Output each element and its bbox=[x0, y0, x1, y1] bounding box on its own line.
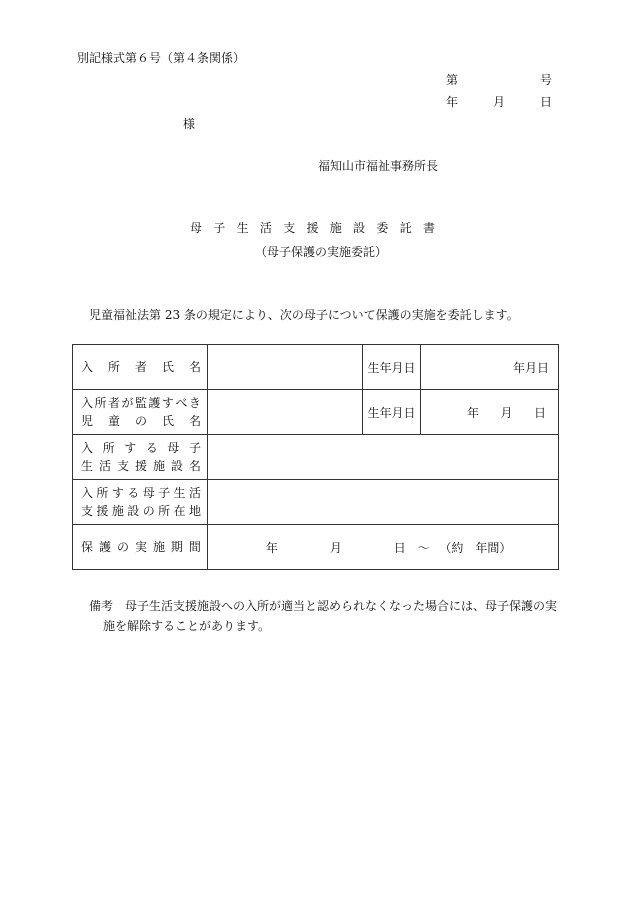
label-facility-address: 入 所 す る 母 子 生 活 支 援 施 設 の 所 在 地 bbox=[73, 480, 208, 525]
resident-dob-field: 年 月 日 bbox=[421, 345, 559, 390]
label-child-name: 入 所 者 が 監 護 す べ き 児 童 の 氏 名 bbox=[73, 390, 208, 435]
document-number bbox=[446, 71, 552, 88]
form-number: 別記様式第６号（第４条関係） bbox=[77, 51, 246, 65]
addressee-suffix: 様 bbox=[183, 117, 196, 131]
date-day: 日 bbox=[539, 95, 552, 109]
document-subtitle: （母子保護の実施委託） bbox=[255, 245, 388, 259]
table-row bbox=[73, 525, 559, 570]
remarks-line-1: 備考 母子生活支援施設への入所が適当と認められなくなった場合には、母子保護の実 bbox=[89, 599, 558, 613]
facility-address-field bbox=[208, 480, 559, 525]
issuer-name: 福知山市福祉事務所長 bbox=[318, 159, 439, 173]
dob-label: 生年月日 bbox=[363, 345, 421, 390]
dob-label: 生年月日 bbox=[363, 390, 421, 435]
child-dob-field: 年 月 日 bbox=[421, 390, 559, 435]
label-resident-name: 入 所 者 氏 名 bbox=[73, 345, 208, 390]
document-title: 母子生活支援施設委託書 bbox=[190, 221, 447, 235]
doc-number-prefix: 第 bbox=[446, 73, 459, 87]
remarks-line-2: 施を解除することがあります。 bbox=[103, 619, 271, 633]
protection-period-field: 年 月 日 〜 （約 年間） bbox=[208, 525, 559, 570]
entrustment-table bbox=[72, 344, 559, 570]
table-row bbox=[73, 390, 559, 435]
label-facility-name: 入 所 す る 母 子 生 活 支 援 施 設 名 bbox=[73, 435, 208, 480]
date-month: 月 bbox=[492, 95, 505, 109]
body-text: 児童福祉法第 23 条の規定により、次の母子について保護の実施を委託します。 bbox=[89, 308, 519, 322]
doc-number-suffix: 号 bbox=[539, 73, 552, 87]
table-row bbox=[73, 480, 559, 525]
label-protection-period: 保 護 の 実 施 期 間 bbox=[73, 525, 208, 570]
facility-name-field bbox=[208, 435, 559, 480]
child-name-field bbox=[208, 390, 363, 435]
resident-name-field bbox=[208, 345, 363, 390]
table-row bbox=[73, 435, 559, 480]
table-row bbox=[73, 345, 559, 390]
date-year: 年 bbox=[446, 95, 459, 109]
issue-date bbox=[446, 93, 552, 110]
